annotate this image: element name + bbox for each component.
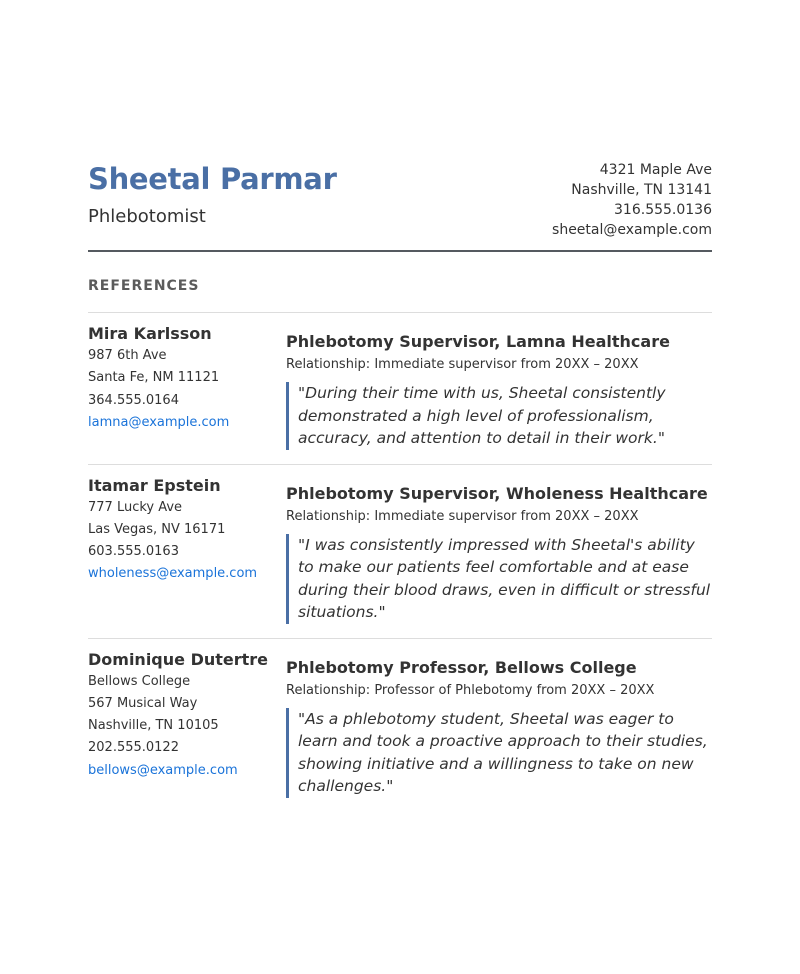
reference-address-line: 987 6th Ave (88, 348, 167, 363)
reference-email-link[interactable]: bellows@example.com (88, 762, 238, 778)
reference-email-link[interactable]: lamna@example.com (88, 414, 230, 430)
reference-position: Phlebotomy Supervisor, Lamna Healthcare (286, 332, 670, 351)
candidate-title: Phlebotomist (88, 206, 206, 227)
reference-contact (88, 649, 286, 798)
candidate-name: Sheetal Parmar (88, 162, 337, 196)
reference-page (88, 160, 712, 812)
section-heading: REFERENCES (88, 278, 200, 294)
reference-quote: "During their time with us, Sheetal consistently demonstrated a high level of professionalism, accuracy, and attention to detail in their work." (286, 382, 712, 450)
reference-address-line: Santa Fe, NM 11121 (88, 370, 220, 386)
reference-entry (88, 313, 712, 465)
reference-address-line: 567 Musical Way (88, 695, 198, 711)
reference-name: Dominique Dutertre (88, 649, 269, 669)
reference-relationship: Relationship: Immediate supervisor from 20XX – 20XX (286, 357, 639, 372)
reference-contact (88, 475, 286, 624)
reference-name: Mira Karlsson (88, 324, 212, 343)
reference-email-link[interactable]: wholeness@example.com (88, 566, 258, 582)
reference-quote: "I was consistently impressed with Sheetal's ability to make our patients feel comfortable and at ease during their blood draws, even in difficult or stressful situations." (286, 534, 712, 624)
reference-phone: 364.555.0164 (88, 392, 179, 408)
reference-address-line: 777 Lucky Ave (88, 499, 183, 515)
contact-street: 4321 Maple Ave (599, 162, 712, 178)
reference-entry (88, 465, 712, 639)
contact-phone: 316.555.0136 (614, 202, 712, 218)
reference-details (286, 323, 712, 450)
reference-position: Phlebotomy Professor, Bellows College (286, 657, 637, 677)
reference-quote: "As a phlebotomy student, Sheetal was eager to learn and took a proactive approach to their studies, showing initiative and a willingness to take on new challenges." (286, 708, 712, 798)
reference-position: Phlebotomy Supervisor, Wholeness Healthcare (286, 483, 708, 503)
resume-header (88, 160, 712, 252)
reference-contact (88, 323, 286, 450)
reference-relationship: Relationship: Professor of Phlebotomy from 20XX – 20XX (286, 682, 655, 698)
reference-phone: 202.555.0122 (88, 740, 179, 756)
contact-email: sheetal@example.com (552, 222, 712, 238)
references-list (88, 313, 712, 812)
reference-entry (88, 639, 712, 812)
reference-address-line: Las Vegas, NV 16171 (88, 521, 226, 537)
contact-block (552, 160, 712, 240)
reference-details (286, 649, 712, 798)
reference-details (286, 475, 712, 624)
contact-city: Nashville, TN 13141 (571, 182, 712, 198)
reference-relationship: Relationship: Immediate supervisor from 20XX – 20XX (286, 508, 639, 524)
reference-organization: Bellows College (88, 673, 191, 689)
reference-address-line: Nashville, TN 10105 (88, 718, 219, 734)
reference-phone: 603.555.0163 (88, 544, 179, 560)
reference-name: Itamar Epstein (88, 475, 221, 495)
